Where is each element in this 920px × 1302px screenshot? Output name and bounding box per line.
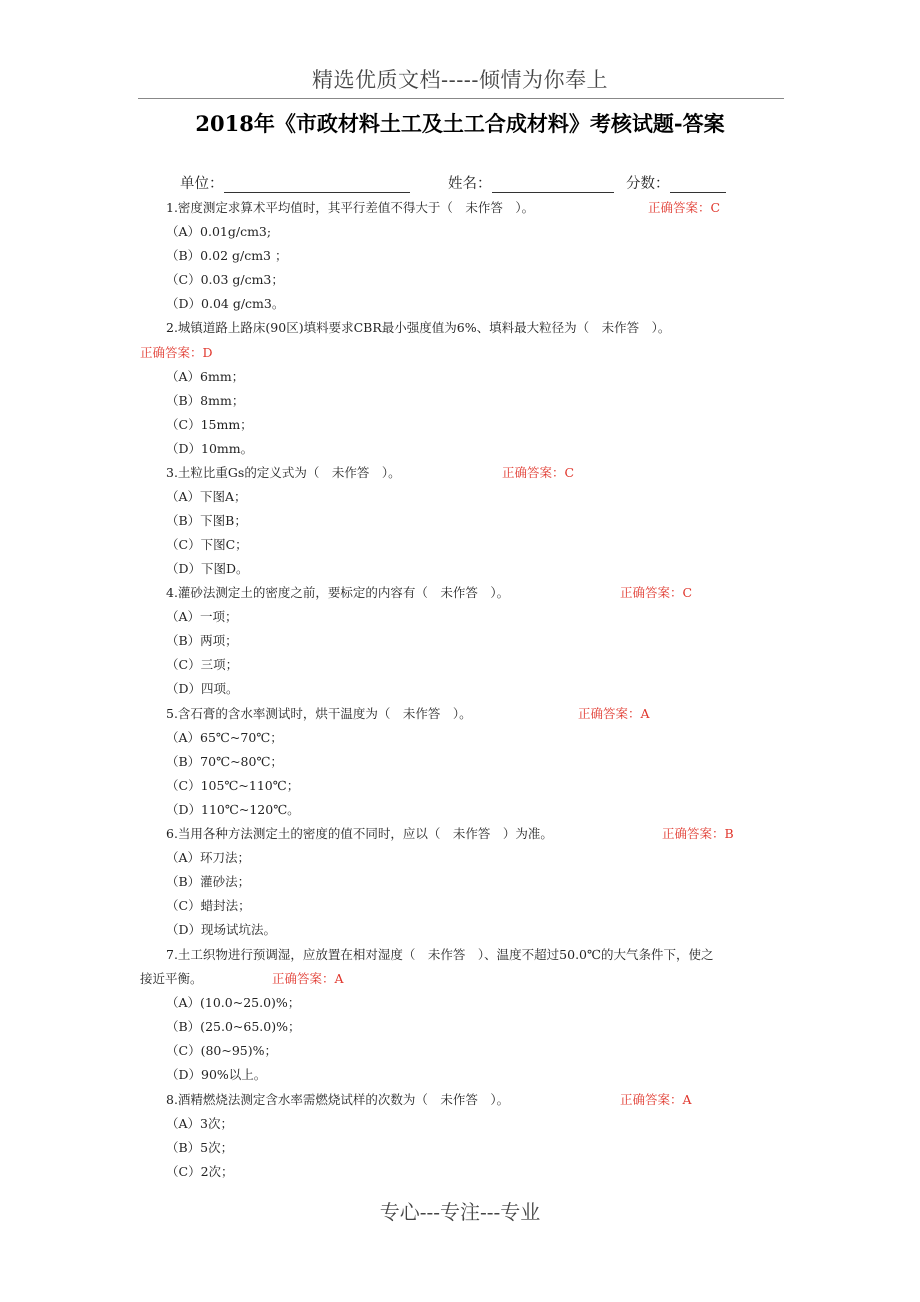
correct-answer: 正确答案：C — [502, 465, 575, 480]
unit-blank — [224, 176, 410, 193]
name-label: 姓名： — [448, 176, 492, 192]
option: （C）下图C； — [166, 537, 248, 552]
option: （C）15mm； — [166, 417, 253, 432]
option: （D）10mm。 — [166, 441, 254, 456]
option: （C）0.03 g/cm3； — [166, 272, 284, 287]
score-field — [626, 172, 726, 193]
option: （B）0.02 g/cm3 ； — [166, 248, 288, 263]
name-field — [448, 172, 614, 193]
score-blank — [670, 176, 726, 193]
option: （A）65℃~70℃； — [166, 730, 283, 745]
option: （A）(10.0~25.0)%； — [166, 995, 301, 1010]
question-stem: 4.灌砂法测定土的密度之前，要标定的内容有（ 未作答 ）。 — [166, 585, 510, 600]
option: （B）(25.0~65.0)%； — [166, 1019, 301, 1034]
correct-answer: 正确答案：C — [620, 585, 693, 600]
option: （A）下图A； — [166, 489, 247, 504]
option: （B）5次； — [166, 1140, 234, 1155]
option: （B）灌砂法； — [166, 874, 251, 889]
option: （B）8mm； — [166, 393, 245, 408]
option: （C）蜡封法； — [166, 898, 251, 913]
question-stem: 5.含石膏的含水率测试时，烘干温度为（ 未作答 ）。 — [166, 706, 472, 721]
unit-field — [180, 172, 410, 193]
option: （D）下图D。 — [166, 561, 249, 576]
option: （D）0.04 g/cm3。 — [166, 296, 285, 311]
option: （A）0.01g/cm3; — [166, 224, 272, 239]
question-stem: 7.土工织物进行预调湿，应放置在相对湿度（ 未作答 ）、温度不超过50.0℃的大气条件下，使之 — [166, 947, 714, 962]
correct-answer: 正确答案：D — [140, 345, 213, 360]
question-stem: 1.密度测定求算术平均值时，其平行差值不得大于（ 未作答 ）。 — [166, 200, 535, 215]
page-footer: 专心---专注---专业 — [379, 1200, 541, 1224]
option: （D）110℃~120℃。 — [166, 802, 300, 817]
option: （A）一项； — [166, 609, 238, 624]
option: （C）(80~95)%； — [166, 1043, 277, 1058]
option: （D）现场试坑法。 — [166, 922, 277, 937]
score-label: 分数： — [626, 176, 670, 192]
question-stem-continued: 接近平衡。 — [140, 971, 203, 986]
correct-answer: 正确答案：A — [578, 706, 650, 721]
question-stem: 8.酒精燃烧法测定含水率需燃烧试样的次数为（ 未作答 ）。 — [166, 1092, 510, 1107]
correct-answer: 正确答案：A — [620, 1092, 692, 1107]
option: （B）下图B； — [166, 513, 247, 528]
correct-answer: 正确答案：A — [272, 971, 344, 986]
question-stem: 2.城镇道路上路床(90区)填料要求CBR最小强度值为6%、填料最大粒径为（ 未作答 ）。 — [166, 320, 671, 335]
option: （B）70℃~80℃； — [166, 754, 283, 769]
correct-answer: 正确答案：B — [662, 826, 734, 841]
unit-label: 单位： — [180, 176, 224, 192]
question-stem: 6.当用各种方法测定土的密度的值不同时，应以（ 未作答 ）为准。 — [166, 826, 553, 841]
option: （A）6mm； — [166, 369, 245, 384]
page-title: 2018年《市政材料土工及土工合成材料》考核试题-答案 — [195, 111, 725, 136]
option: （C）105℃~110℃； — [166, 778, 300, 793]
page-header: 精选优质文档-----倾情为你奉上 — [312, 68, 608, 92]
option: （C）2次； — [166, 1164, 234, 1179]
correct-answer: 正确答案：C — [648, 200, 721, 215]
question-stem: 3.土粒比重Gs的定义式为（ 未作答 ）。 — [166, 465, 401, 480]
option: （B）两项； — [166, 633, 238, 648]
option: （A）环刀法； — [166, 850, 251, 865]
option: （D）90%以上。 — [166, 1067, 267, 1082]
option: （C）三项； — [166, 657, 239, 672]
header-divider — [138, 98, 784, 99]
option: （A）3次； — [166, 1116, 233, 1131]
name-blank — [492, 176, 614, 193]
option: （D）四项。 — [166, 681, 239, 696]
